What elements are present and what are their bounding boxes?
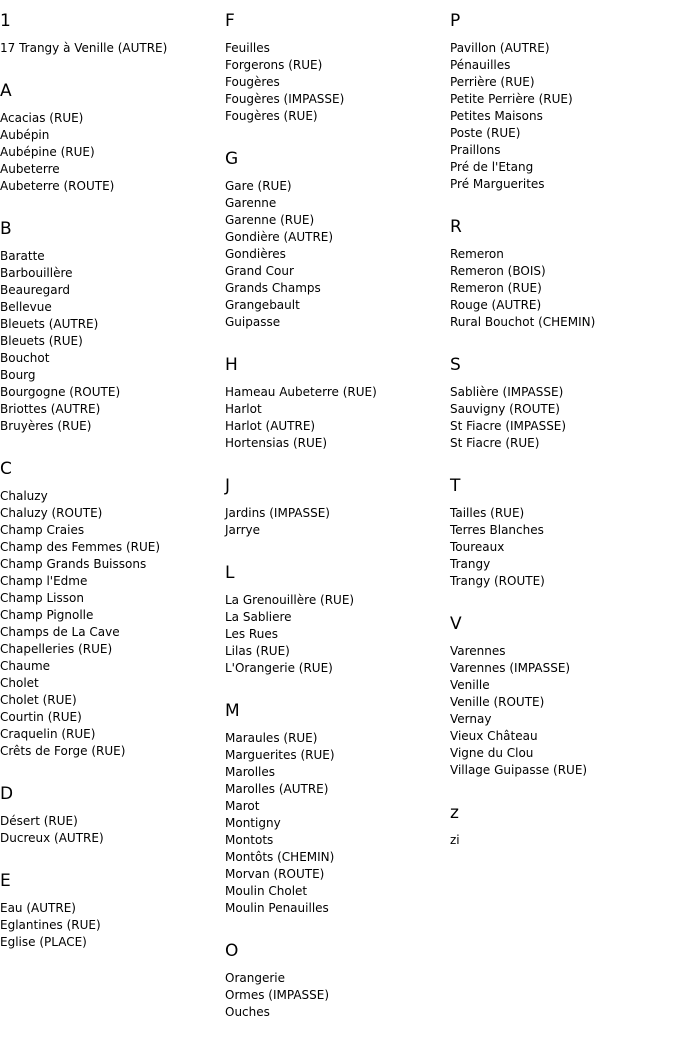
street-list-item: [0, 726, 167, 743]
street-list-item: [450, 125, 595, 142]
street-link[interactable]: Vieux Château: [450, 729, 538, 743]
street-list-item: [0, 282, 167, 299]
section-letter-heading: F: [225, 11, 235, 31]
section-letter-heading: J: [225, 476, 231, 496]
letter-section: [225, 562, 377, 677]
street-list: [225, 384, 377, 452]
street-list-item: [0, 658, 167, 675]
street-link[interactable]: Petites Maisons: [450, 109, 543, 123]
street-link[interactable]: Hortensias (RUE): [225, 436, 328, 450]
street-list: [450, 505, 595, 590]
street-list-item: [450, 142, 595, 159]
street-list: [225, 592, 377, 677]
street-link[interactable]: Bourgogne (ROUTE): [0, 385, 121, 399]
street-list-item: [0, 641, 167, 658]
street-list-item: [225, 866, 377, 883]
street-list-item: [225, 660, 377, 677]
street-list-item: [225, 384, 377, 401]
street-list-item: [225, 246, 377, 263]
section-letter-heading: L: [225, 563, 235, 583]
street-link[interactable]: Venille: [450, 678, 490, 692]
street-list-item: [0, 161, 167, 178]
street-link[interactable]: Eglise (PLACE): [0, 935, 87, 949]
street-list-item: [0, 265, 167, 282]
street-list-item: [225, 900, 377, 917]
street-link[interactable]: Champ Pignolle: [0, 608, 94, 622]
street-list-item: [450, 762, 595, 779]
street-list: [0, 488, 167, 760]
street-link[interactable]: Champ Craies: [0, 523, 85, 537]
street-list-item: [450, 108, 595, 125]
street-list-item: [0, 743, 167, 760]
street-list-item: [0, 675, 167, 692]
street-list-item: [0, 40, 167, 57]
street-list: [450, 246, 595, 331]
street-link[interactable]: Ducreux (AUTRE): [0, 831, 104, 845]
street-link[interactable]: Harlot: [225, 402, 262, 416]
street-list-item: [0, 299, 167, 316]
street-list-item: [450, 159, 595, 176]
street-list-item: [0, 316, 167, 333]
section-letter-heading: B: [0, 219, 12, 239]
street-list-item: [0, 830, 167, 847]
street-link[interactable]: Champ Lisson: [0, 591, 84, 605]
street-list: [225, 505, 377, 539]
street-link[interactable]: Morvan (ROUTE): [225, 867, 325, 881]
street-link[interactable]: Remeron (BOIS): [450, 264, 546, 278]
street-list-item: [450, 57, 595, 74]
street-link[interactable]: Désert (RUE): [0, 814, 78, 828]
street-list-item: [225, 747, 377, 764]
street-list-item: [225, 798, 377, 815]
street-list-item: [225, 987, 377, 1004]
street-list-item: [450, 40, 595, 57]
street-link[interactable]: Poste (RUE): [450, 126, 521, 140]
street-list-item: [225, 418, 377, 435]
street-list-item: [450, 660, 595, 677]
street-link[interactable]: Pré de l'Etang: [450, 160, 534, 174]
street-link[interactable]: Lilas (RUE): [225, 644, 290, 658]
street-list-item: [225, 74, 377, 91]
street-list-item: [450, 573, 595, 590]
street-list: [450, 40, 595, 193]
street-link[interactable]: Bellevue: [0, 300, 52, 314]
street-link[interactable]: Champ des Femmes (RUE): [0, 540, 161, 554]
street-link[interactable]: Eau (AUTRE): [0, 901, 76, 915]
street-list-item: [225, 522, 377, 539]
street-list: [450, 643, 595, 779]
street-list-item: [0, 813, 167, 830]
street-link[interactable]: Ouches: [225, 1005, 270, 1019]
street-link[interactable]: Garenne: [225, 196, 277, 210]
letter-section: [0, 458, 167, 760]
letter-section: [0, 80, 167, 195]
street-list-item: [0, 418, 167, 435]
street-link[interactable]: Bleuets (AUTRE): [0, 317, 99, 331]
street-list-item: [0, 401, 167, 418]
street-link[interactable]: Chaluzy (ROUTE): [0, 506, 103, 520]
street-list-item: [0, 709, 167, 726]
street-link[interactable]: Aubeterre: [0, 162, 60, 176]
street-link[interactable]: Perrière (RUE): [450, 75, 535, 89]
street-list-item: [450, 263, 595, 280]
street-link[interactable]: Maraules (RUE): [225, 731, 318, 745]
street-link[interactable]: Rouge (AUTRE): [450, 298, 542, 312]
street-list-item: [225, 263, 377, 280]
street-link[interactable]: Aubépin: [0, 128, 50, 142]
street-link[interactable]: Pénauilles: [450, 58, 511, 72]
street-list-item: [0, 624, 167, 641]
street-list-item: [450, 401, 595, 418]
street-link[interactable]: Chaume: [0, 659, 51, 673]
street-link[interactable]: Forgerons (RUE): [225, 58, 323, 72]
street-link[interactable]: Bleuets (RUE): [0, 334, 83, 348]
section-letter-heading: V: [450, 614, 462, 634]
street-list-item: [450, 728, 595, 745]
street-list-item: [0, 692, 167, 709]
street-link[interactable]: Montots: [225, 833, 274, 847]
street-list-item: [0, 350, 167, 367]
letter-section: [225, 354, 377, 452]
street-list-item: [0, 488, 167, 505]
street-link[interactable]: Guipasse: [225, 315, 281, 329]
letter-section: [450, 475, 595, 590]
section-letter-heading: T: [450, 476, 461, 496]
section-letter-heading: z: [450, 803, 459, 823]
letter-section: [225, 10, 377, 125]
street-list: [0, 248, 167, 435]
street-list-item: [0, 505, 167, 522]
section-letter-heading: 1: [0, 11, 11, 31]
street-list-item: [225, 314, 377, 331]
street-list-item: [450, 176, 595, 193]
street-list-item: [0, 934, 167, 951]
street-link[interactable]: Marolles (AUTRE): [225, 782, 329, 796]
street-list-item: [0, 110, 167, 127]
street-link[interactable]: Varennes: [450, 644, 506, 658]
street-link[interactable]: Hameau Aubeterre (RUE): [225, 385, 377, 399]
street-link[interactable]: Montôts (CHEMIN): [225, 850, 335, 864]
street-link[interactable]: Grands Champs: [225, 281, 321, 295]
street-list-item: [0, 367, 167, 384]
street-list-item: [225, 212, 377, 229]
street-list-item: [0, 178, 167, 195]
street-list: [225, 730, 377, 917]
letter-section: [225, 700, 377, 917]
section-letter-heading: A: [0, 81, 12, 101]
street-link[interactable]: Petite Perrière (RUE): [450, 92, 573, 106]
street-list-item: [0, 607, 167, 624]
street-link[interactable]: Vernay: [450, 712, 492, 726]
street-list-item: [450, 522, 595, 539]
street-list-item: [450, 418, 595, 435]
street-link[interactable]: Gare (RUE): [225, 179, 292, 193]
street-link[interactable]: Bouchot: [0, 351, 50, 365]
letter-section: [0, 783, 167, 847]
street-list-item: [225, 401, 377, 418]
street-link[interactable]: Gondière (AUTRE): [225, 230, 334, 244]
street-list-item: [450, 246, 595, 263]
letter-section: [0, 218, 167, 435]
street-list-item: [0, 522, 167, 539]
street-link[interactable]: Fougères (IMPASSE): [225, 92, 345, 106]
letter-section: [450, 802, 595, 849]
letter-section: [225, 940, 377, 1021]
letter-section: [450, 613, 595, 779]
street-list-item: [225, 609, 377, 626]
street-list-item: [450, 91, 595, 108]
street-link[interactable]: Moulin Cholet: [225, 884, 308, 898]
street-list-item: [450, 539, 595, 556]
street-list-item: [225, 849, 377, 866]
street-link[interactable]: Sablière (IMPASSE): [450, 385, 564, 399]
street-link[interactable]: 17 Trangy à Venille (AUTRE): [0, 41, 168, 55]
section-letter-heading: O: [225, 941, 239, 961]
street-link[interactable]: Crêts de Forge (RUE): [0, 744, 126, 758]
street-list-item: [450, 832, 595, 849]
street-index-column-1: [0, 0, 167, 974]
letter-section: [225, 475, 377, 539]
street-link[interactable]: Pré Marguerites: [450, 177, 545, 191]
street-list-item: [0, 144, 167, 161]
street-list-item: [0, 590, 167, 607]
street-link[interactable]: Grand Cour: [225, 264, 294, 278]
street-list-item: [450, 556, 595, 573]
street-list-item: [225, 1004, 377, 1021]
letter-section: [0, 10, 167, 57]
street-list-item: [225, 970, 377, 987]
street-list-item: [450, 280, 595, 297]
street-link[interactable]: Garenne (RUE): [225, 213, 315, 227]
street-link[interactable]: Aubépine (RUE): [0, 145, 95, 159]
street-index-column-3: [450, 0, 595, 872]
street-list-item: [225, 643, 377, 660]
street-list-item: [450, 694, 595, 711]
street-list-item: [225, 57, 377, 74]
street-link[interactable]: Barbouillère: [0, 266, 73, 280]
street-link[interactable]: Fougères: [225, 75, 280, 89]
street-list-item: [0, 539, 167, 556]
street-list-item: [225, 195, 377, 212]
street-link[interactable]: Toureaux: [450, 540, 505, 554]
street-link[interactable]: Pavillon (AUTRE): [450, 41, 550, 55]
street-link[interactable]: Moulin Penauilles: [225, 901, 329, 915]
street-list-item: [225, 505, 377, 522]
street-list-item: [450, 384, 595, 401]
street-link[interactable]: Marguerites (RUE): [225, 748, 335, 762]
street-link[interactable]: Harlot (AUTRE): [225, 419, 316, 433]
street-link[interactable]: Bruyères (RUE): [0, 419, 92, 433]
street-link[interactable]: Trangy: [450, 557, 491, 571]
street-link[interactable]: Bourg: [0, 368, 36, 382]
street-list-item: [225, 91, 377, 108]
street-link[interactable]: Aubeterre (ROUTE): [0, 179, 115, 193]
street-list-item: [225, 764, 377, 781]
section-letter-heading: M: [225, 701, 240, 721]
street-list-item: [0, 917, 167, 934]
street-list-item: [0, 384, 167, 401]
street-link[interactable]: La Grenouillère (RUE): [225, 593, 355, 607]
street-list-item: [450, 643, 595, 660]
street-link[interactable]: Orangerie: [225, 971, 285, 985]
street-link[interactable]: Terres Blanches: [450, 523, 544, 537]
street-list-item: [225, 626, 377, 643]
street-link[interactable]: Ormes (IMPASSE): [225, 988, 330, 1002]
letter-section: [225, 148, 377, 331]
street-list-item: [225, 435, 377, 452]
street-list: [450, 832, 595, 849]
street-list: [0, 813, 167, 847]
street-list-item: [0, 333, 167, 350]
street-list-item: [450, 314, 595, 331]
street-link[interactable]: Cholet (RUE): [0, 693, 77, 707]
street-link[interactable]: Venille (ROUTE): [450, 695, 545, 709]
street-link[interactable]: L'Orangerie (RUE): [225, 661, 333, 675]
street-link[interactable]: zi: [450, 833, 460, 847]
street-link[interactable]: Trangy (ROUTE): [450, 574, 545, 588]
street-link[interactable]: Briottes (AUTRE): [0, 402, 101, 416]
street-link[interactable]: Montigny: [225, 816, 281, 830]
street-list-item: [225, 108, 377, 125]
street-list-item: [0, 573, 167, 590]
street-list-item: [225, 229, 377, 246]
street-list: [225, 970, 377, 1021]
street-link[interactable]: Gondières: [225, 247, 286, 261]
street-link[interactable]: Jardins (IMPASSE): [225, 506, 330, 520]
street-link[interactable]: Feuilles: [225, 41, 270, 55]
street-link[interactable]: Chaluzy: [0, 489, 48, 503]
street-list: [0, 40, 167, 57]
street-link[interactable]: Jarrye: [225, 523, 261, 537]
street-link[interactable]: Tailles (RUE): [450, 506, 525, 520]
section-letter-heading: G: [225, 149, 239, 169]
street-link[interactable]: Acacias (RUE): [0, 111, 84, 125]
street-link[interactable]: Courtin (RUE): [0, 710, 82, 724]
street-list-item: [450, 711, 595, 728]
street-link[interactable]: St Fiacre (IMPASSE): [450, 419, 567, 433]
street-list-item: [450, 435, 595, 452]
street-list-item: [225, 592, 377, 609]
street-link[interactable]: Chapelleries (RUE): [0, 642, 113, 656]
street-link[interactable]: Praillons: [450, 143, 501, 157]
street-list-item: [225, 781, 377, 798]
street-list: [225, 40, 377, 125]
street-list-item: [450, 505, 595, 522]
street-list-item: [225, 40, 377, 57]
street-link[interactable]: Champs de La Cave: [0, 625, 120, 639]
street-link[interactable]: Craquelin (RUE): [0, 727, 96, 741]
street-list-item: [0, 248, 167, 265]
section-letter-heading: D: [0, 784, 14, 804]
street-index-column-2: [225, 0, 377, 1044]
street-link[interactable]: St Fiacre (RUE): [450, 436, 540, 450]
letter-section: [450, 10, 595, 193]
street-list-item: [450, 745, 595, 762]
street-link[interactable]: Les Rues: [225, 627, 278, 641]
street-list: [0, 110, 167, 195]
street-list-item: [0, 900, 167, 917]
street-list-item: [0, 556, 167, 573]
street-link[interactable]: Baratte: [0, 249, 45, 263]
street-list-item: [225, 178, 377, 195]
street-link[interactable]: Sauvigny (ROUTE): [450, 402, 560, 416]
street-link[interactable]: Marot: [225, 799, 260, 813]
street-link[interactable]: Varennes (IMPASSE): [450, 661, 571, 675]
street-list-item: [225, 280, 377, 297]
street-list-item: [0, 127, 167, 144]
street-list-item: [225, 832, 377, 849]
street-link[interactable]: Champ l'Edme: [0, 574, 88, 588]
street-list-item: [450, 74, 595, 91]
section-letter-heading: C: [0, 459, 12, 479]
street-link[interactable]: Fougères (RUE): [225, 109, 318, 123]
street-list-item: [225, 883, 377, 900]
street-list-item: [450, 677, 595, 694]
street-list-item: [225, 815, 377, 832]
letter-section: [0, 870, 167, 951]
street-link[interactable]: Cholet: [0, 676, 39, 690]
section-letter-heading: H: [225, 355, 238, 375]
street-link[interactable]: Vigne du Clou: [450, 746, 534, 760]
street-list: [0, 900, 167, 951]
street-link[interactable]: Champ Grands Buissons: [0, 557, 147, 571]
street-list-item: [225, 297, 377, 314]
street-link[interactable]: Rural Bouchot (CHEMIN): [450, 315, 596, 329]
street-link[interactable]: Village Guipasse (RUE): [450, 763, 588, 777]
street-link[interactable]: La Sabliere: [225, 610, 292, 624]
street-list: [450, 384, 595, 452]
section-letter-heading: S: [450, 355, 461, 375]
street-list-item: [225, 730, 377, 747]
street-list-item: [450, 297, 595, 314]
section-letter-heading: E: [0, 871, 11, 891]
letter-section: [450, 216, 595, 331]
street-link[interactable]: Marolles: [225, 765, 276, 779]
street-link[interactable]: Eglantines (RUE): [0, 918, 101, 932]
street-link[interactable]: Remeron: [450, 247, 504, 261]
section-letter-heading: R: [450, 217, 462, 237]
street-list: [225, 178, 377, 331]
street-link[interactable]: Grangebault: [225, 298, 300, 312]
street-link[interactable]: Remeron (RUE): [450, 281, 542, 295]
street-link[interactable]: Beauregard: [0, 283, 70, 297]
letter-section: [450, 354, 595, 452]
section-letter-heading: P: [450, 11, 461, 31]
